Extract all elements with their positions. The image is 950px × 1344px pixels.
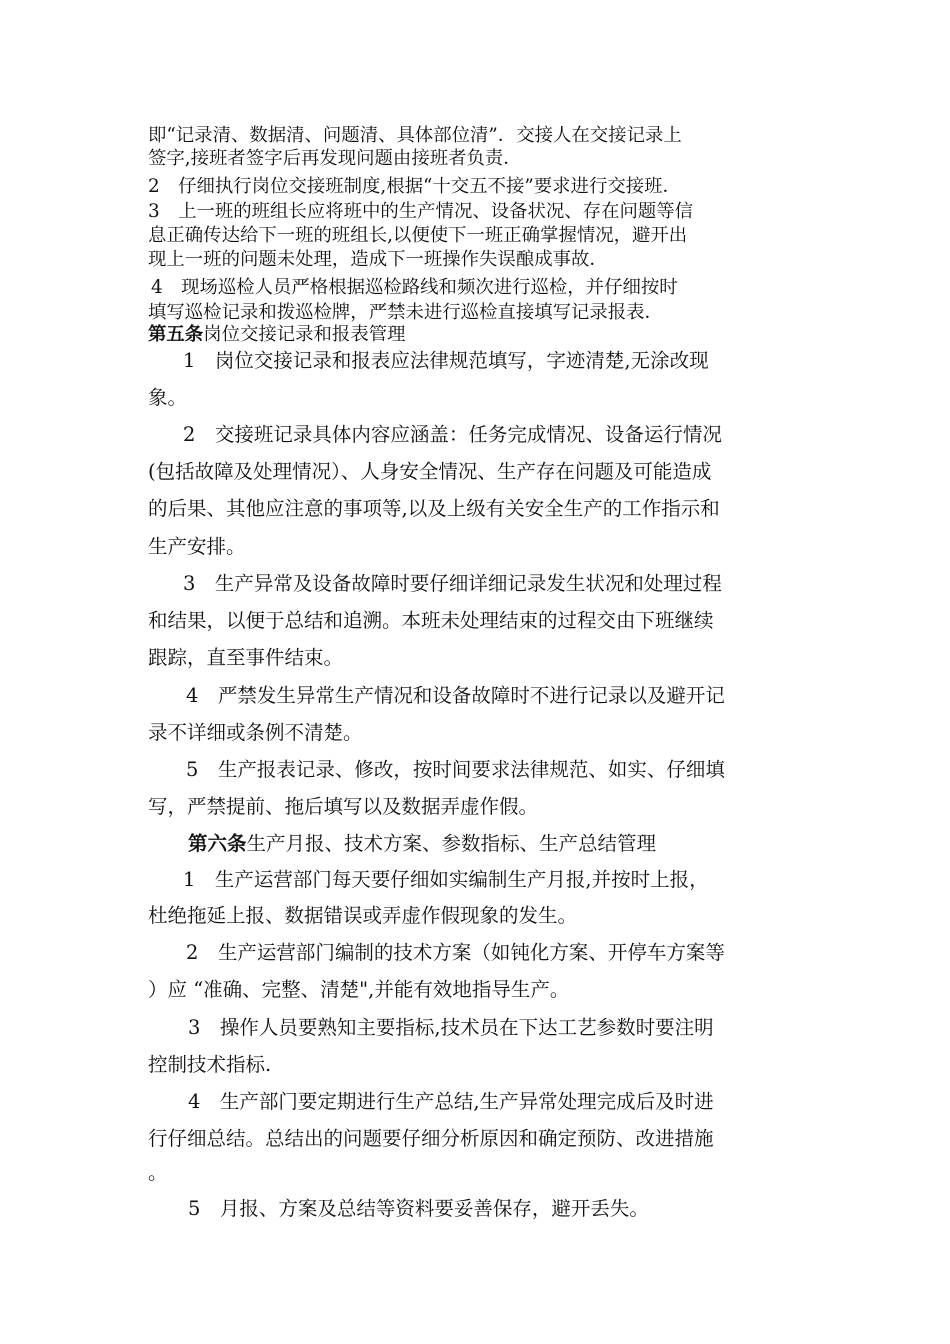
text-line: 跟踪，直至事件结束。 (148, 646, 344, 669)
text-line: 写，严禁提前、拖后填写以及数据弄虚作假。 (148, 795, 539, 818)
text-line: 象。 (148, 386, 188, 409)
article-six-label: 第六条 (188, 832, 247, 855)
text-line: 2 仔细执行岗位交接班制度,根据“十交五不接”要求进行交接班． (148, 176, 681, 197)
text-line: 。 (148, 1161, 168, 1184)
text-line: 填写巡检记录和拨巡检牌，严禁未进行巡检直接填写记录报表． (148, 302, 663, 323)
article-five-label: 第五条 (148, 324, 204, 345)
article-six-heading (188, 834, 656, 854)
text-line: 4 现场巡检人员严格根据巡检路线和频次进行巡检，并仔细按时 (151, 277, 678, 298)
text-line: (包括故障及处理情况）、人身安全情况、生产存在问题及可能造成 (148, 460, 712, 483)
article-five-title: 岗位交接记录和报表管理 (203, 324, 406, 345)
text-line: 即“记录清、数据清、问题清、具体部位清”．交接人在交接记录上 (148, 125, 682, 146)
text-line: 3 生产异常及设备故障时要仔细详细记录发生状况和处理过程 (183, 572, 722, 595)
text-line: 杜绝拖延上报、数据错误或弄虚作假现象的发生。 (148, 904, 578, 927)
article-six-title: 生产月报、技术方案、参数指标、生产总结管理 (246, 832, 657, 855)
text-line: 行仔细总结。总结出的问题要仔细分析原因和确定预防、改进措施 (148, 1127, 714, 1150)
text-line: 的后果、其他应注意的事项等,以及上级有关安全生产的工作指示和 (148, 497, 720, 520)
text-line: ）应 “准确、完整、清楚",并能有效地指导生产。 (148, 978, 570, 1001)
text-line: 4 严禁发生异常生产情况和设备故障时不进行记录以及避开记 (186, 684, 725, 707)
text-line: 签字,接班者签字后再发现问题由接班者负责． (148, 148, 522, 169)
text-line: 现上一班的问题未处理，造成下一班操作失误酿成事故． (148, 249, 608, 270)
text-line: 3 操作人员要熟知主要指标,技术员在下达工艺参数时要注明 (188, 1016, 714, 1039)
text-line: 生产安排。 (148, 535, 246, 558)
text-line: 控制技术指标. (148, 1053, 272, 1076)
article-five-heading (148, 326, 406, 344)
text-line: 5 月报、方案及总结等资料要妥善保存，避开丢失。 (188, 1197, 649, 1220)
text-line: 息正确传达给下一班的班组长,以便使下一班正确掌握情况，避开出 (148, 225, 688, 246)
text-line: 和结果，以便于总结和追溯。本班未处理结束的过程交由下班继续 (148, 609, 714, 632)
text-line: 录不详细或条例不清楚。 (148, 721, 363, 744)
text-line: 2 生产运营部门编制的技术方案（如钝化方案、开停车方案等 (186, 941, 725, 964)
text-line: 1 岗位交接记录和报表应法律规范填写，字迹清楚,无涂改现 (183, 349, 709, 372)
text-line: 1 生产运营部门每天要仔细如实编制生产月报,并按时上报， (183, 868, 709, 891)
text-line: 2 交接班记录具体内容应涵盖：任务完成情况、设备运行情况 (183, 423, 722, 446)
text-line: 4 生产部门要定期进行生产总结,生产异常处理完成后及时进 (188, 1090, 714, 1113)
text-line: 5 生产报表记录、修改，按时间要求法律规范、如实、仔细填 (186, 758, 725, 781)
text-line: 3 上一班的班组长应将班中的生产情况、设备状况、存在问题等信 (148, 201, 694, 222)
